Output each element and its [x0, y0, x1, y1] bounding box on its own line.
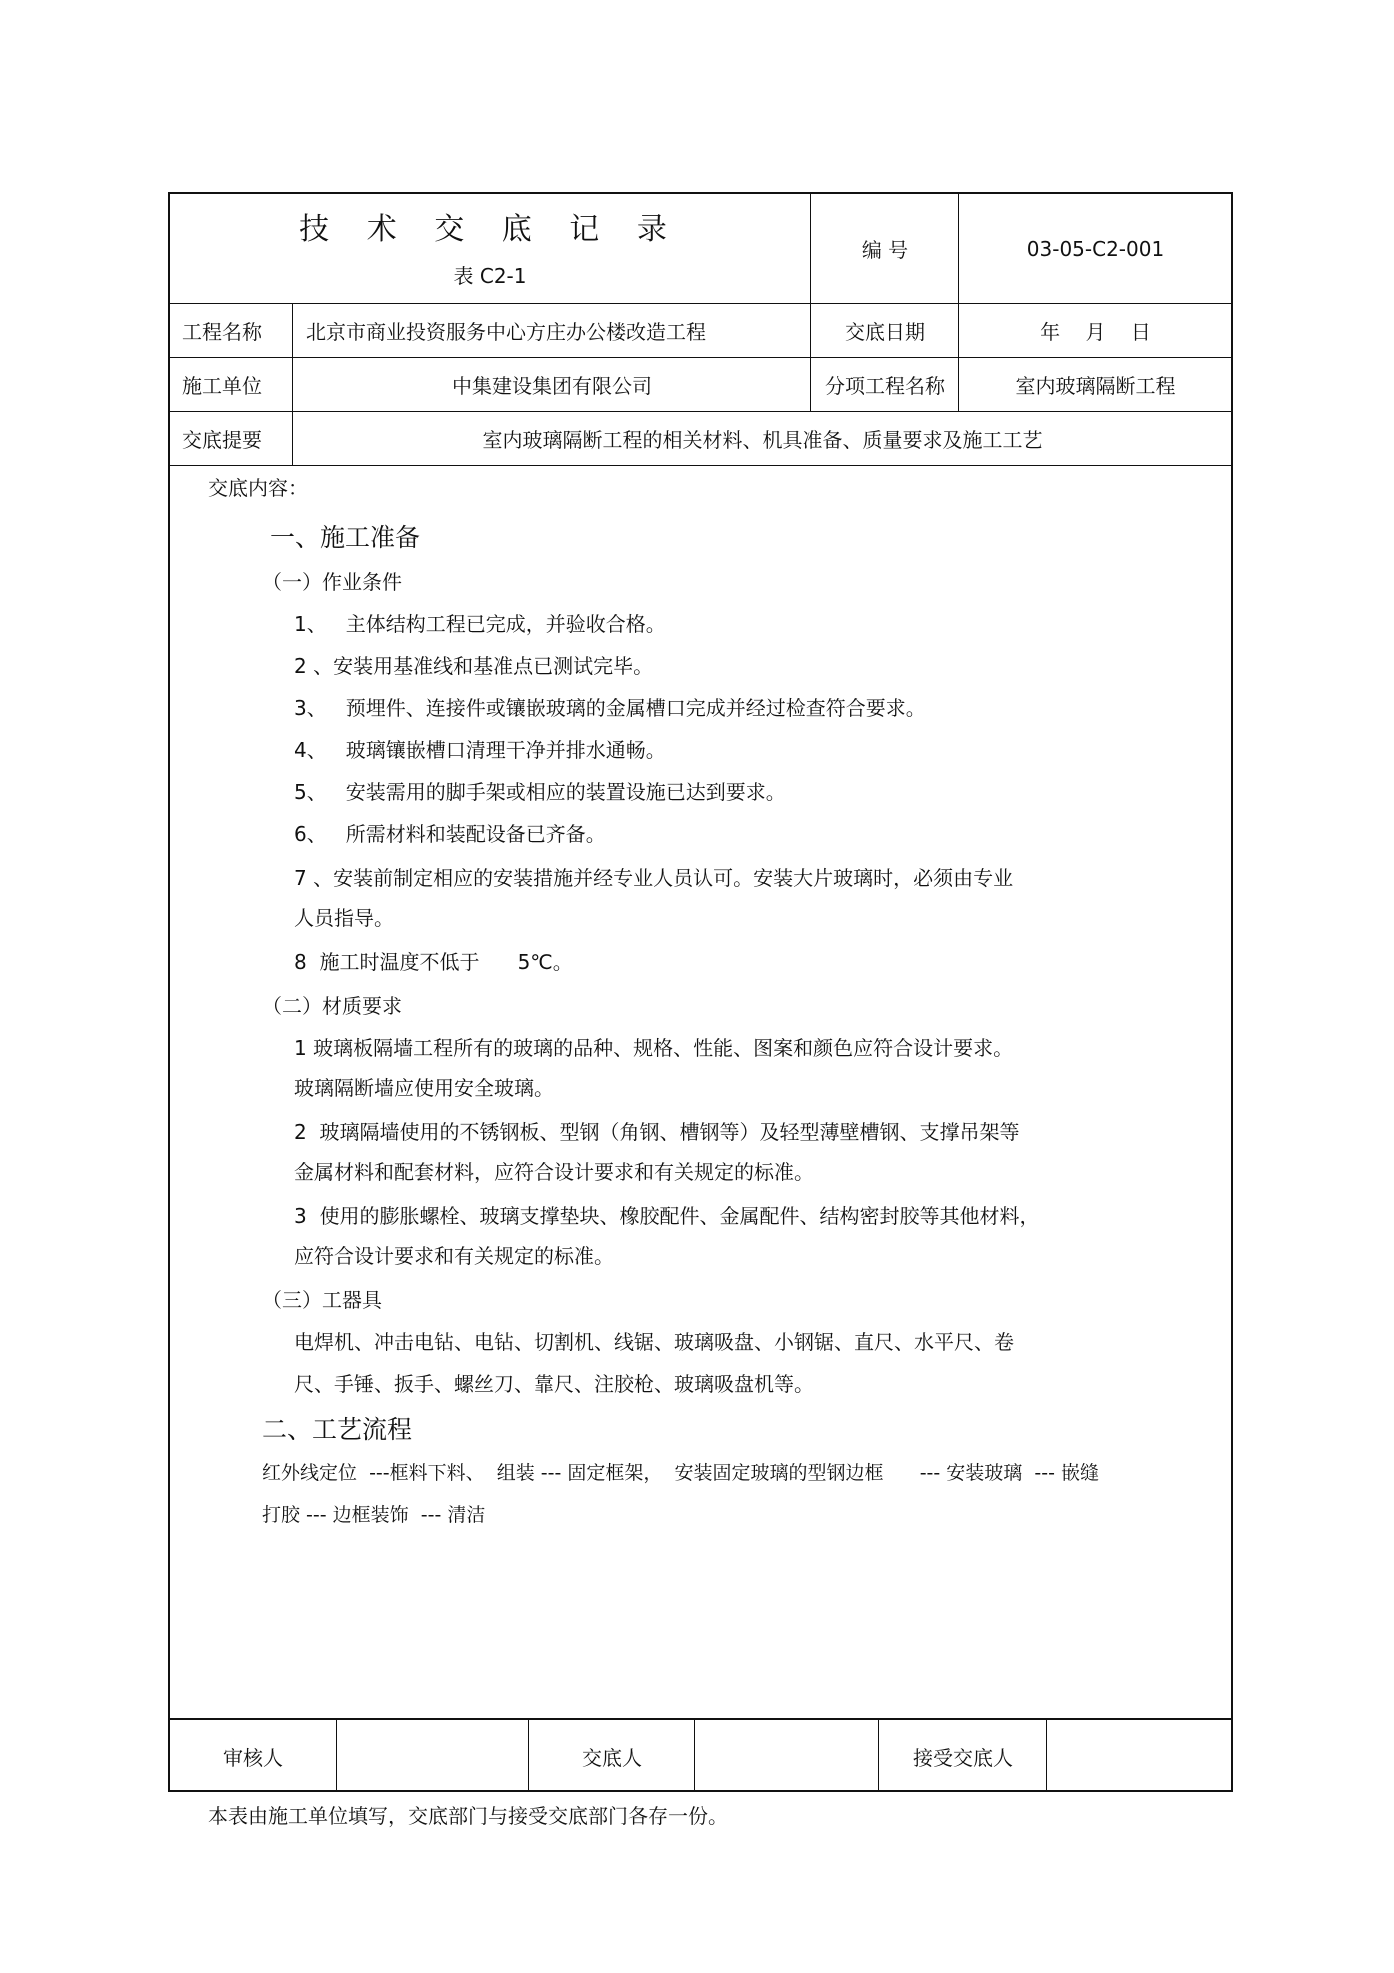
material-item: 金属材料和配套材料，应符合设计要求和有关规定的标准。	[294, 1160, 814, 1184]
condition-item: 5、 安装需用的脚手架或相应的装置设施已达到要求。	[294, 780, 786, 804]
date-value: 年 月 日	[1040, 320, 1151, 344]
process-flow: 红外线定位 ---框料下料、 组装 --- 固定框架， 安装固定玻璃的型钢边框 --- 安装玻璃 --- 嵌缝	[262, 1462, 1099, 1484]
contractor-row	[170, 358, 1231, 412]
header-row	[170, 194, 1231, 304]
process-flow: 打胶 --- 边框装饰 --- 清洁	[262, 1504, 486, 1526]
material-item: 应符合设计要求和有关规定的标准。	[294, 1244, 614, 1268]
reviewer-signature	[338, 1720, 528, 1792]
reviewer-label: 审核人	[223, 1745, 283, 1770]
summary-label: 交底提要	[182, 428, 262, 452]
condition-item: 4、 玻璃镶嵌槽口清理干净并排水通畅。	[294, 738, 666, 762]
subsection-title-materials: （二）材质要求	[262, 994, 402, 1018]
summary-value: 室内玻璃隔断工程的相关材料、机具准备、质量要求及施工工艺	[482, 428, 1043, 452]
project-name-label: 工程名称	[182, 320, 262, 344]
contractor-label: 施工单位	[182, 374, 262, 398]
section-title-process: 二、工艺流程	[262, 1415, 413, 1444]
material-item: 玻璃隔断墙应使用安全玻璃。	[294, 1076, 554, 1100]
tools-text: 电焊机、冲击电钻、电钻、切割机、线锯、玻璃吸盘、小钢锯、直尺、水平尺、卷	[294, 1330, 1014, 1354]
subproject-label: 分项工程名称	[825, 374, 945, 398]
condition-item: 1、 主体结构工程已完成，并验收合格。	[294, 612, 666, 636]
condition-item: 2 、安装用基准线和基准点已测试完毕。	[294, 654, 654, 678]
condition-item: 7 、安装前制定相应的安装措施并经专业人员认可。安装大片玻璃时，必须由专业	[294, 866, 1014, 890]
project-row	[170, 304, 1231, 358]
date-label: 交底日期	[845, 320, 925, 344]
tools-text: 尺、手锤、扳手、螺丝刀、靠尺、注胶枪、玻璃吸盘机等。	[294, 1372, 814, 1396]
section-title-preparation: 一、施工准备	[270, 523, 421, 552]
form-title: 技 术 交 底 记 录	[299, 212, 681, 247]
signature-row	[170, 1718, 1231, 1792]
material-item: 2 玻璃隔墙使用的不锈钢板、型钢（角钢、槽钢等）及轻型薄壁槽钢、支撑吊架等	[294, 1120, 1020, 1144]
subproject-value: 室内玻璃隔断工程	[1015, 374, 1176, 398]
subsection-title-tools: （三）工器具	[262, 1288, 382, 1312]
project-name-value: 北京市商业投资服务中心方庄办公楼改造工程	[306, 320, 706, 344]
record-form	[168, 192, 1233, 1792]
form-subtitle: 表 C2-1	[453, 264, 527, 288]
presenter-signature	[696, 1720, 878, 1792]
material-item: 1 玻璃板隔墙工程所有的玻璃的品种、规格、性能、图案和颜色应符合设计要求。	[294, 1036, 1014, 1060]
subsection-title-conditions: （一）作业条件	[262, 570, 402, 594]
content-intro: 交底内容：	[208, 476, 308, 500]
condition-item: 6、 所需材料和装配设备已齐备。	[294, 822, 606, 846]
summary-row	[170, 412, 1231, 466]
code-label: 编 号	[861, 238, 909, 262]
condition-item: 3、 预埋件、连接件或镶嵌玻璃的金属槽口完成并经过检查符合要求。	[294, 696, 926, 720]
code-value: 03-05-C2-001	[1026, 236, 1165, 261]
footnote: 本表由施工单位填写，交底部门与接受交底部门各存一份。	[208, 1804, 728, 1828]
content-area	[170, 468, 1231, 1708]
receiver-label: 接受交底人	[913, 1745, 1013, 1770]
presenter-label: 交底人	[582, 1745, 642, 1770]
receiver-signature	[1048, 1720, 1231, 1792]
contractor-value: 中集建设集团有限公司	[452, 374, 652, 398]
condition-item: 8 施工时温度不低于 5℃。	[294, 950, 573, 974]
condition-item: 人员指导。	[294, 906, 394, 930]
material-item: 3 使用的膨胀螺栓、玻璃支撑垫块、橡胶配件、金属配件、结构密封胶等其他材料，	[294, 1204, 1040, 1228]
